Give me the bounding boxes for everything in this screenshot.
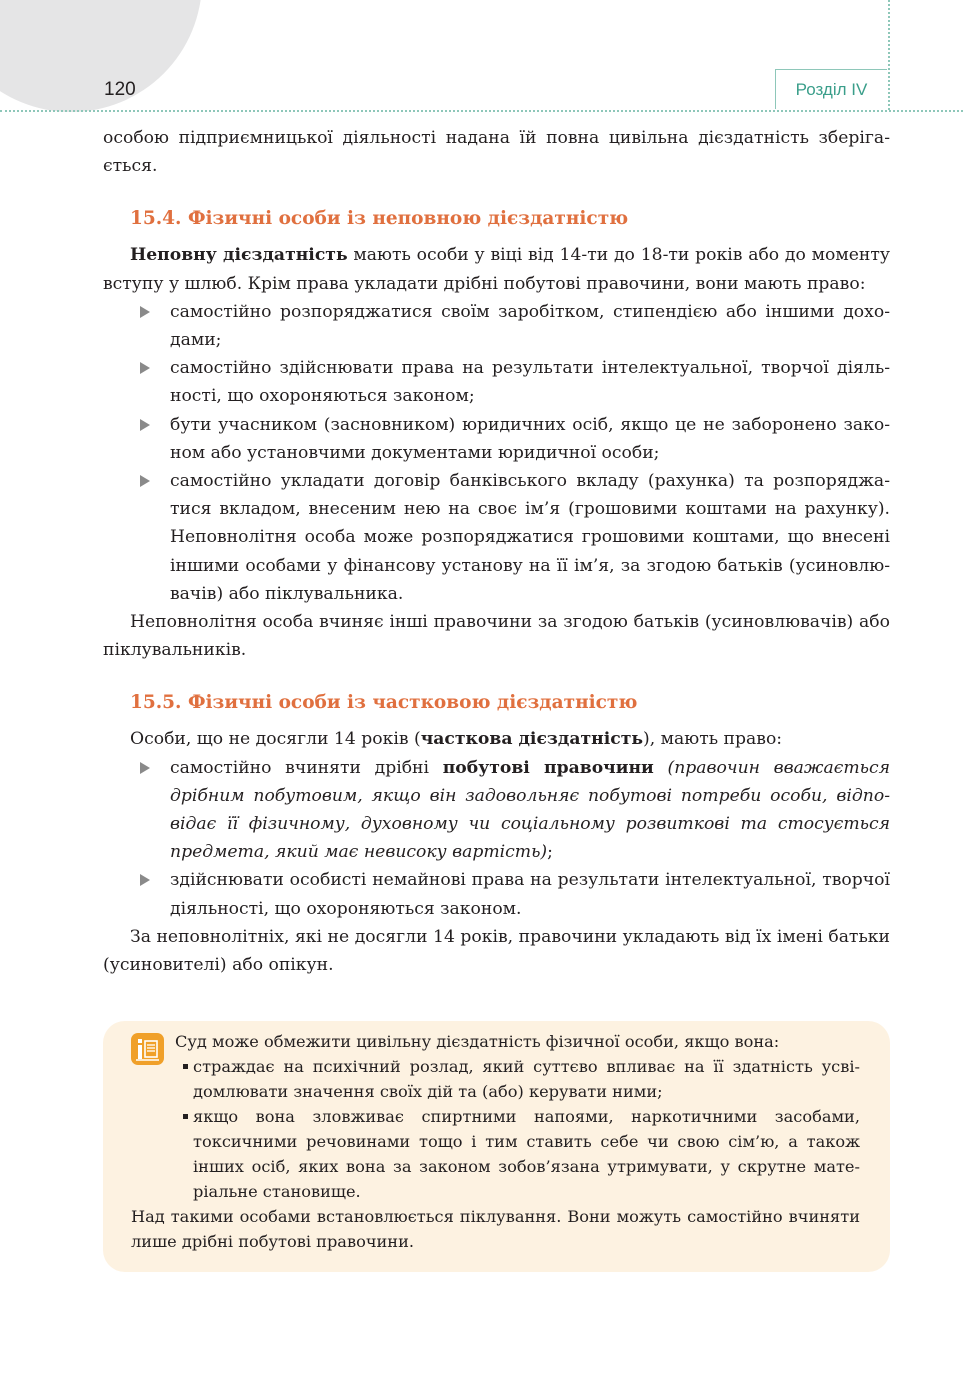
list-item: самостійно укладати договір банківського вкладу (рахунка) та розпоряджатися вкладом, внесеним нею на своє ім’я (грошовими коштами на рахунку). Неповнолітня особа може розпоряджатися грошовими коштами, що внесені іншими особами у фінансову установу на її ім’я, за згодою батьків (усиновлювачів) або піклувальника. [103, 467, 890, 608]
info-box [103, 1021, 890, 1272]
list-item: здійснювати особисті немайнові права на результати інтелектуальної, творчої діяльності, що охороняються законом. [103, 866, 890, 922]
square-bullet-icon [183, 1114, 188, 1119]
section-heading-15-4: 15.4. Фізичні особи із неповною дієздатністю [130, 208, 629, 230]
term-household-deals: побутові правочини [442, 757, 654, 778]
triangle-bullet-icon [140, 419, 150, 431]
triangle-bullet-icon [140, 874, 150, 886]
closing-paragraph-15-4: Неповнолітня особа вчиняє інші правочини за згодою батьків (усиновлювачів) або піклувальників. [103, 612, 890, 661]
triangle-bullet-icon [140, 362, 150, 374]
rights-list-15-4 [103, 298, 890, 608]
info-closing: Над такими особами встановлюється піклування. Вони можуть самостійно вчиняти лише дрібні побутові правочини. [131, 1207, 860, 1251]
chapter-label: Розділ IV [775, 69, 887, 109]
paragraph-text: мають особи у віці від 14-ти до 18-ти років або до моменту вступу у шлюб. Крім права укладати дрібні побутові правочини, вони мають право: [103, 245, 890, 294]
term-incomplete-capacity: Неповну дієздатність [130, 245, 348, 266]
definition-note: (правочин вважається дрібним побутовим, якщо він задовольняє побутові потреби особи, відповідає її фізичному, духовному чи соціальному розвиткові та стосується предмета, який має невисоку вартість) [170, 757, 890, 863]
header-divider-vertical [888, 0, 890, 110]
list-item: самостійно вчиняти дрібні побутові правочини (правочин вважається дрібним побутовим, якщо він задовольняє побутові потреби особи, відповідає її фізичному, духовному чи соціальному розвиткові та стосується предмета, який має невисоку вартість); [103, 754, 890, 867]
triangle-bullet-icon [140, 306, 150, 318]
page-body [103, 124, 890, 979]
closing-paragraph-15-5: За неповнолітніх, які не досягли 14 років, правочини укладають від їх імені батьки (усиновителі) або опікун. [103, 926, 890, 976]
section-heading-15-5: 15.5. Фізичні особи із частковою дієздатністю [130, 692, 638, 714]
list-item: бути учасником (засновником) юридичних осіб, якщо це не заборонено законом або установчими документами юридичної особи; [103, 411, 890, 467]
corner-decoration [0, 0, 202, 112]
list-item: страждає на психічний розлад, який суттєво впливає на її здатність усвідомлювати значення своїх дій та (або) керувати ними; [131, 1054, 860, 1104]
page-number: 120 [104, 79, 136, 100]
info-list [131, 1054, 860, 1204]
list-item: якщо вона зловживає спиртними напоями, наркотичними засобами, токсичними речовинами тощо і тим ставить себе чи свою сім’ю, а також інших осіб, яких вона за законом зобов’язана утримувати, у скрутне матеріальне становище. [131, 1104, 860, 1204]
intro-paragraph: особою підприємницької діяльності надана їй повна цивільна дієздатність зберігається. [103, 128, 890, 177]
paragraph-partial-capacity: Особи, що не досягли 14 років (часткова дієздатність), мають право: [130, 729, 783, 750]
paragraph-incomplete-capacity [103, 241, 890, 297]
term-partial-capacity: часткова дієздатність [420, 729, 644, 750]
info-intro: Суд може обмежити цивільну дієздатність фізичної особи, якщо вона: [175, 1032, 780, 1051]
list-item: самостійно розпоряджатися своїм заробітком, стипендією або іншими доходами; [103, 298, 890, 354]
rights-list-15-5 [103, 754, 890, 923]
triangle-bullet-icon [140, 475, 150, 487]
list-item: самостійно здійснювати права на результати інтелектуальної, творчої діяльності, що охороняються законом; [103, 354, 890, 410]
triangle-bullet-icon [140, 762, 150, 774]
header-divider [0, 110, 963, 112]
square-bullet-icon [183, 1064, 188, 1069]
